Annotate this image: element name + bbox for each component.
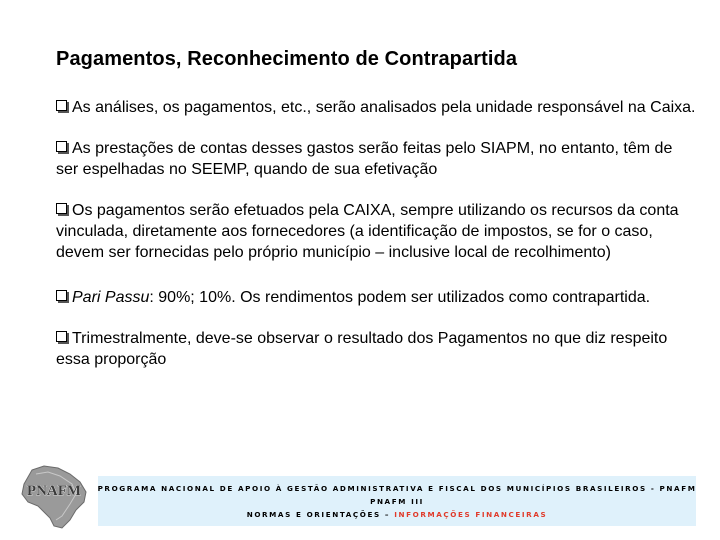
footer-program-name: PROGRAMA NACIONAL DE APOIO À GESTÃO ADMINISTRATIVA E FISCAL DOS MUNICÍPIOS BRASILEIROS - PNAFM <box>97 483 697 493</box>
pnafm-logo <box>14 462 94 532</box>
bullet-item <box>56 200 696 263</box>
footer-band <box>98 476 696 526</box>
checkbox-bullet-icon <box>56 331 67 342</box>
footer-program-version: PNAFM III <box>370 496 424 506</box>
footer-section-prefix: NORMAS E ORIENTAÇÕES – <box>246 509 395 519</box>
checkbox-bullet-icon <box>56 100 67 111</box>
footer-section-highlight: INFORMAÇÕES FINANCEIRAS <box>394 509 548 519</box>
bullet-text: Trimestralmente, deve-se observar o resultado dos Pagamentos no que diz respeito essa proporção <box>56 330 668 368</box>
bullet-item <box>56 287 696 308</box>
bullet-item <box>56 97 696 118</box>
bullet-italic-term: Pari Passu <box>72 289 150 306</box>
bullet-text: : 90%; 10%. Os rendimentos podem ser utilizados como contrapartida. <box>149 289 651 306</box>
footer-section <box>247 508 548 521</box>
checkbox-bullet-icon <box>56 290 67 301</box>
slide-title: Pagamentos, Reconhecimento de Contrapartida <box>56 48 518 70</box>
logo-text: PNAFM <box>26 483 82 499</box>
checkbox-bullet-icon <box>56 141 67 152</box>
bullet-item <box>56 138 696 180</box>
bullet-text: Os pagamentos serão efetuados pela CAIXA, sempre utilizando os recursos da conta vinculada, diretamente aos fornecedores (a identificação de impostos, se for o caso, devem ser fornecidas pelo próprio município – inclusive local de recolhimento) <box>56 202 679 261</box>
checkbox-bullet-icon <box>56 203 67 214</box>
bullet-item <box>56 328 696 370</box>
bullet-text: As prestações de contas desses gastos serão feitas pelo SIAPM, no entanto, têm de ser espelhadas no SEEMP, quando de sua efetivação <box>56 140 673 178</box>
bullet-list <box>56 97 696 390</box>
bullet-text: As análises, os pagamentos, etc., serão analisados pela unidade responsável na Caixa. <box>72 99 696 116</box>
